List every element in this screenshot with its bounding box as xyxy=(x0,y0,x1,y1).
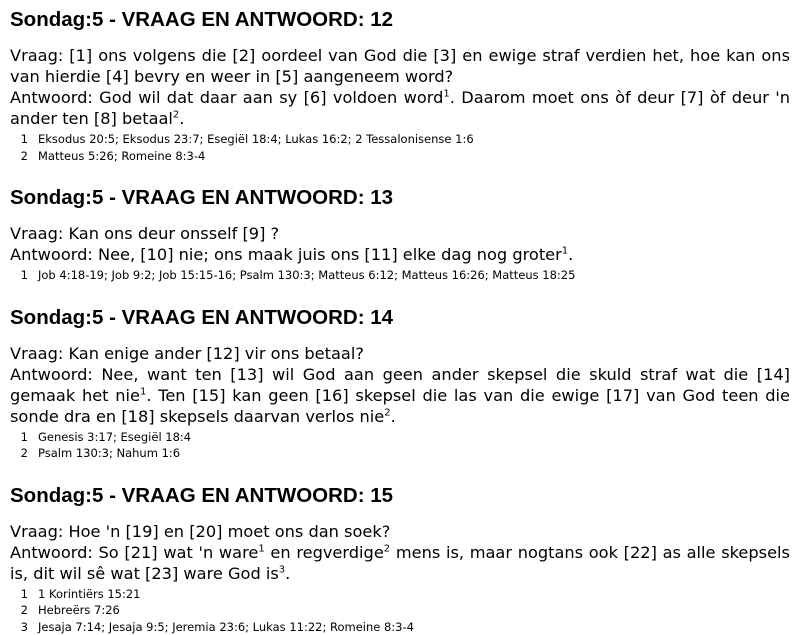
section-title: Sondag:5 - VRAAG EN ANTWOORD: 15 xyxy=(10,483,394,507)
answer xyxy=(10,364,790,427)
text-run: . xyxy=(285,563,291,583)
reference-number: 1 xyxy=(20,429,28,444)
footnote-marker: 2 xyxy=(172,109,180,121)
qa-section xyxy=(10,484,790,635)
text-run: Antwoord: Nee, [10] nie; ons maak juis ons [11] elke dag nog groter xyxy=(10,245,562,264)
reference-text: Matteus 5:26; Romeine 8:3-4 xyxy=(38,148,206,163)
text-run: Vraag: Hoe 'n [19] en [20] moet ons dan soek? xyxy=(10,521,391,541)
reference-text: Job 4:18-19; Job 9:2; Job 15:15-16; Psalm 130:3; Matteus 6:12; Matteus 16:26; Matteus 18:25 xyxy=(38,268,576,282)
footnote-marker: 1 xyxy=(139,386,147,398)
question xyxy=(10,45,790,87)
question xyxy=(10,223,790,244)
text-run: Vraag: Kan ons deur onsself [9] ? xyxy=(10,224,280,243)
text-run: Antwoord: So [21] wat 'n ware xyxy=(10,542,259,562)
qa-section xyxy=(10,8,790,164)
section-title: Sondag:5 - VRAAG EN ANTWOORD: 13 xyxy=(10,186,394,209)
reference-list xyxy=(10,586,790,635)
text-run: . xyxy=(390,406,396,426)
reference-number: 1 xyxy=(20,132,28,146)
reference-item xyxy=(10,619,790,635)
question xyxy=(10,343,790,364)
reference-item xyxy=(10,445,790,462)
reference-number: 2 xyxy=(20,603,28,617)
reference-text: Jesaja 7:14; Jesaja 9:5; Jeremia 23:6; Lukas 11:22; Romeine 8:3-4 xyxy=(38,619,414,634)
reference-item xyxy=(10,267,790,284)
text-run: Vraag: [1] ons volgens die [2] oordeel van God die [3] en ewige straf verdien het, hoe kan ons van hierdie [4] bevry en weer in [5] aangeneem word? xyxy=(10,46,790,86)
footnote-marker: 3 xyxy=(278,564,286,576)
reference-item xyxy=(10,586,790,603)
reference-number: 1 xyxy=(20,586,28,601)
answer xyxy=(10,244,790,265)
answer xyxy=(10,87,790,129)
text-run: Antwoord: Nee, want ten [13] wil God aan geen ander skepsel die skuld straf wat die [14] gemaak het nie xyxy=(10,364,790,405)
reference-item xyxy=(10,148,790,165)
reference-text: Hebreërs 7:26 xyxy=(38,603,120,617)
reference-number: 2 xyxy=(20,446,28,460)
section-title: Sondag:5 - VRAAG EN ANTWOORD: 12 xyxy=(10,8,394,31)
reference-item xyxy=(10,131,790,148)
text-run: en regverdige xyxy=(264,542,384,562)
text-run: . Daarom moet ons òf deur [7] òf deur 'n ander ten [8] betaal xyxy=(10,88,790,128)
text-run: Vraag: Kan enige ander [12] vir ons betaal? xyxy=(10,343,364,363)
reference-number: 1 xyxy=(20,268,28,282)
answer xyxy=(10,542,790,584)
footnote-marker: 1 xyxy=(258,543,265,555)
reference-list xyxy=(10,131,790,164)
reference-text: Psalm 130:3; Nahum 1:6 xyxy=(38,446,181,460)
text-run: . Ten [15] kan geen [16] skepsel die las van die ewige [17] van God teen die sonde dra en [18] skepsels daarvan verlos nie xyxy=(10,385,790,426)
reference-item xyxy=(10,429,790,446)
qa-section xyxy=(10,186,790,284)
text-run: Antwoord: God wil dat daar aan sy [6] voldoen word xyxy=(10,88,444,107)
footnote-marker: 1 xyxy=(561,245,569,257)
reference-item xyxy=(10,602,790,619)
text-run: mens is, maar nogtans ook [22] as alle skepsels is, dit wil sê wat [23] ware God is xyxy=(10,542,790,583)
footnote-marker: 1 xyxy=(443,88,450,100)
qa-section xyxy=(10,306,790,462)
section-title: Sondag:5 - VRAAG EN ANTWOORD: 14 xyxy=(10,305,394,329)
reference-list xyxy=(10,429,790,462)
reference-number: 3 xyxy=(20,619,28,634)
footnote-marker: 2 xyxy=(383,543,391,555)
text-run: . xyxy=(179,109,185,128)
footnote-marker: 2 xyxy=(384,407,391,419)
reference-text: Genesis 3:17; Esegiël 18:4 xyxy=(38,429,192,444)
reference-text: 1 Korintiërs 15:21 xyxy=(38,586,141,601)
text-run: . xyxy=(568,245,574,264)
reference-text: Eksodus 20:5; Eksodus 23:7; Esegiël 18:4; Lukas 16:2; 2 Tessalonisense 1:6 xyxy=(38,132,474,146)
reference-number: 2 xyxy=(20,148,28,163)
question xyxy=(10,521,790,542)
reference-list xyxy=(10,267,790,284)
